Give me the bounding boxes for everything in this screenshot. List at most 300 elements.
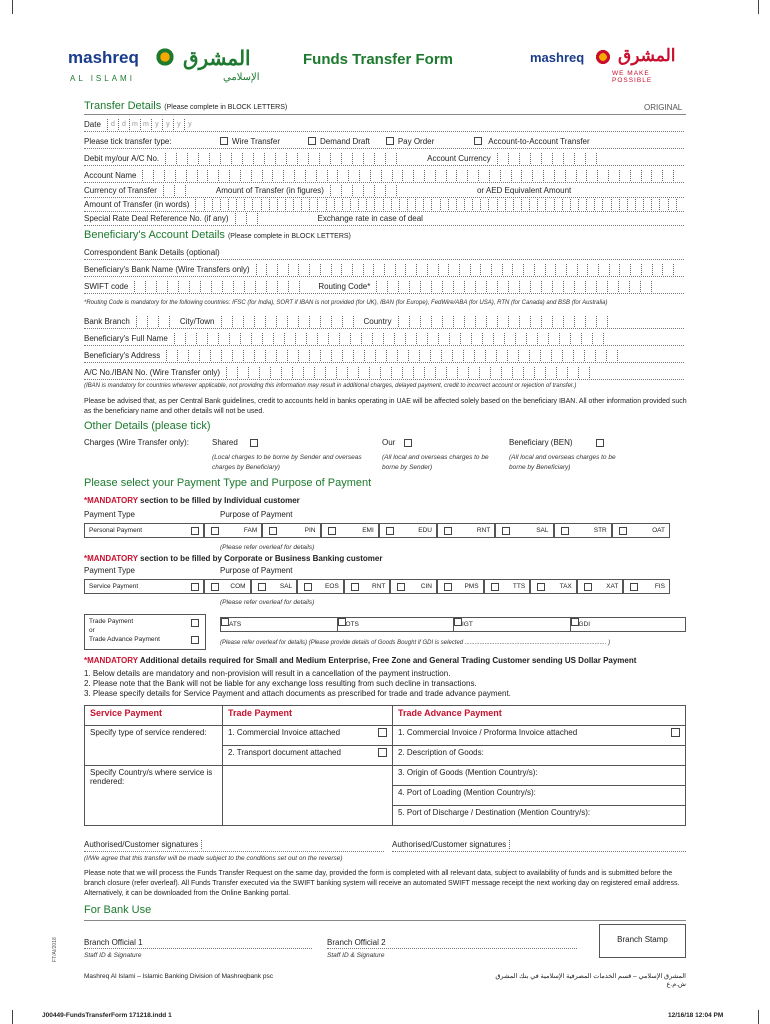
footer-right: المشرق الإسلامي – قسم الخدمات المصرفية الإسلامية في بنك المشرق ش.م.ع: [495, 973, 686, 988]
input-cell: [608, 170, 619, 181]
input-cell: [504, 333, 515, 344]
input-cell: [405, 333, 416, 344]
input-cell: [294, 170, 305, 181]
input-cell: [341, 264, 352, 275]
purpose-code-cell: [612, 523, 670, 538]
right-logo-tagline: WE MAKE POSSIBLE: [612, 70, 653, 84]
left-logo-sub-en: AL ISLAMI: [70, 74, 135, 83]
date-cell[interactable]: y: [173, 119, 184, 130]
input-cell: [562, 199, 570, 210]
adv-item-4[interactable]: 4. Port of Loading (Mention Country/s):: [393, 786, 686, 806]
branch-field[interactable]: [136, 316, 180, 327]
date-cell[interactable]: y: [162, 119, 173, 130]
account-name-row: Account Name: [84, 168, 684, 183]
input-cell: [353, 316, 364, 327]
input-cell: [386, 350, 397, 361]
purpose-code-checkbox[interactable]: [304, 583, 312, 591]
input-cell: [474, 350, 485, 361]
input-cell: [283, 170, 294, 181]
our-checkbox[interactable]: [404, 439, 412, 447]
input-cell: [419, 350, 430, 361]
input-cell: [331, 264, 342, 275]
corp-mandatory: *MANDATORY section to be filled by Corporate or Business Banking customer: [84, 554, 383, 563]
input-cell: [380, 367, 391, 378]
purpose-code-checkbox[interactable]: [444, 527, 452, 535]
shared-checkbox[interactable]: [250, 439, 258, 447]
purpose-code-checkbox[interactable]: [338, 618, 346, 626]
purpose-code: OTS: [345, 621, 359, 628]
input-cell: [602, 199, 610, 210]
input-cell: [387, 281, 398, 292]
purpose-code-cell: [437, 579, 484, 594]
input-cell: [486, 316, 497, 327]
input-cell: [361, 333, 372, 344]
debit-account-field[interactable]: [165, 153, 407, 164]
purpose-code-checkbox[interactable]: [561, 527, 569, 535]
trade-checkbox[interactable]: [191, 619, 199, 627]
sme-note-2: 2. Please note that the Bank will not be liable for any exchange loss resulting from such decline in transactions.: [84, 679, 477, 688]
input-cell: [587, 264, 598, 275]
input-cell: [341, 185, 352, 196]
purpose-code-checkbox[interactable]: [454, 618, 462, 626]
purpose-code-checkbox[interactable]: [328, 527, 336, 535]
trade-refer: (Please refer overleaf for details) (Please provide details of Goods Bought if GDI is selected ..................................................................................... ): [220, 640, 611, 646]
input-cell: [597, 170, 608, 181]
input-cell: [521, 199, 529, 210]
ben-note: (All local and overseas charges to be borne by Beneficiary): [509, 454, 616, 471]
purpose-code-checkbox[interactable]: [630, 583, 638, 591]
input-cell: [515, 333, 526, 344]
input-cell: [374, 153, 385, 164]
input-cell: [431, 316, 442, 327]
input-cell: [314, 367, 325, 378]
input-cell: [480, 199, 488, 210]
input-cell: [584, 350, 595, 361]
input-cell: [363, 264, 374, 275]
process-note: Please note that we will process the Funds Transfer Request on the same day, provided the form is completed with all relevant data, subject to availability of funds and is submitted before the branch closure (refer overleaf). All Funds Transfer executed via the SWIFT banking system will receive an automated SWIFT message receipt the next working day on registered email address. Alternatively, it can be downloaded from the Online Banking portal.: [84, 870, 680, 897]
input-cell: [229, 333, 240, 344]
a2a-checkbox[interactable]: [474, 137, 482, 145]
shared-label: Shared: [212, 438, 238, 447]
input-cell: [253, 153, 264, 164]
input-cell: [427, 333, 438, 344]
purpose-code-checkbox[interactable]: [269, 527, 277, 535]
input-cell: [574, 316, 585, 327]
input-cell: [262, 170, 273, 181]
input-cell: [240, 333, 251, 344]
purpose-code-cell: [251, 579, 298, 594]
input-cell: [651, 199, 659, 210]
input-cell: [257, 213, 268, 224]
input-cell: [415, 199, 423, 210]
input-cell: [488, 199, 496, 210]
city-field[interactable]: [221, 316, 364, 327]
other-heading: Other Details (please tick): [84, 420, 211, 432]
input-cell: [475, 316, 486, 327]
trade-header: Trade Payment: [223, 706, 393, 726]
payment-heading: Please select your Payment Type and Purpose of Payment: [84, 477, 372, 489]
input-cell: [199, 350, 210, 361]
trade-item-1-checkbox[interactable]: [378, 728, 387, 737]
input-cell: [453, 281, 464, 292]
input-cell: [562, 350, 573, 361]
input-cell: [303, 367, 314, 378]
purpose-code-checkbox[interactable]: [221, 618, 229, 626]
input-cell: [232, 350, 243, 361]
input-cell: [165, 153, 176, 164]
input-cell: [627, 199, 635, 210]
input-cell: [331, 316, 342, 327]
trade-codes: [220, 617, 686, 632]
input-cell: [370, 170, 381, 181]
input-cell: [545, 264, 556, 275]
purpose-code-checkbox[interactable]: [502, 527, 510, 535]
left-logo-flower-icon: [154, 46, 176, 68]
input-cell: [147, 316, 158, 327]
input-cell: [651, 170, 662, 181]
input-cell: [336, 367, 347, 378]
branch-official-2[interactable]: Branch Official 2: [327, 938, 577, 949]
input-cell: [573, 350, 584, 361]
date-cell[interactable]: d: [107, 119, 118, 130]
input-cell: [545, 367, 556, 378]
input-cell: [277, 264, 288, 275]
input-cell: [288, 264, 299, 275]
input-cell: [259, 367, 270, 378]
input-cell: [449, 333, 460, 344]
signature-1[interactable]: Authorised/Customer signatures: [84, 840, 384, 852]
purpose-code-cell: [220, 617, 337, 632]
input-cell: [574, 281, 585, 292]
right-logo-flower-icon: [594, 48, 612, 66]
crop-mark-bl: [12, 1010, 13, 1024]
input-cell: [408, 350, 419, 361]
input-cell: [596, 153, 607, 164]
input-cell: [529, 199, 537, 210]
payorder-checkbox[interactable]: [386, 137, 394, 145]
date-row: Date d d m m y y y y: [84, 117, 684, 132]
purpose-code: EOS: [325, 583, 339, 590]
input-cell: [317, 333, 328, 344]
input-cell: [552, 281, 563, 292]
purpose-code-checkbox[interactable]: [491, 583, 499, 591]
purpose-code: XAT: [606, 583, 619, 590]
input-cell: [275, 153, 286, 164]
input-cell: [156, 281, 167, 292]
input-cell: [502, 264, 513, 275]
input-cell: [211, 281, 222, 292]
purpose-code: PMS: [464, 583, 479, 590]
input-cell: [512, 367, 523, 378]
input-cell: [472, 199, 480, 210]
input-cell: [334, 199, 342, 210]
purpose-code-checkbox[interactable]: [584, 583, 592, 591]
input-cell: [381, 170, 392, 181]
input-cell: [359, 170, 370, 181]
currency-field[interactable]: [163, 185, 196, 196]
input-cell: [228, 199, 236, 210]
date-cell[interactable]: m: [140, 119, 151, 130]
input-cell: [464, 199, 472, 210]
date-cell[interactable]: y: [151, 119, 162, 130]
input-cell: [673, 170, 684, 181]
purpose-code-checkbox[interactable]: [211, 583, 219, 591]
bank-name-field[interactable]: [256, 264, 684, 275]
purpose-code: GDI: [578, 621, 591, 628]
purpose-code: ATS: [229, 621, 242, 628]
input-cell: [342, 316, 353, 327]
input-cell: [276, 316, 287, 327]
adv-item-3[interactable]: 3. Origin of Goods (Mention Country/s):: [393, 766, 686, 786]
draft-checkbox[interactable]: [308, 137, 316, 145]
input-cell: [363, 185, 374, 196]
input-cell: [398, 316, 409, 327]
ben-checkbox[interactable]: [596, 439, 604, 447]
input-cell: [570, 199, 578, 210]
date-cell[interactable]: y: [184, 119, 195, 130]
input-cell: [270, 367, 281, 378]
input-cell: [652, 264, 663, 275]
currency-row: Currency of Transfer Amount of Transfer (in figures) or AED Equivalent Amount: [84, 183, 684, 198]
input-cell: [375, 350, 386, 361]
input-cell: [453, 316, 464, 327]
input-cell: [530, 316, 541, 327]
input-cell: [328, 333, 339, 344]
input-cell: [163, 185, 174, 196]
input-cell: [264, 153, 275, 164]
ind-codes: [204, 523, 670, 538]
special-rate-field[interactable]: [235, 213, 268, 224]
swift-field[interactable]: [134, 281, 310, 292]
input-cell: [347, 367, 358, 378]
input-cell: [459, 264, 470, 275]
our-note: (All local and overseas charges to be borne by Sender): [382, 454, 489, 471]
wire-checkbox[interactable]: [220, 137, 228, 145]
input-cell: [641, 264, 652, 275]
input-cell: [383, 199, 391, 210]
input-cell: [463, 350, 474, 361]
amount-words-field[interactable]: [195, 199, 684, 210]
input-cell: [420, 281, 431, 292]
input-cell: [385, 185, 396, 196]
input-cell: [589, 367, 600, 378]
input-cell: [566, 264, 577, 275]
purpose-code-checkbox[interactable]: [619, 527, 627, 535]
input-cell: [265, 350, 276, 361]
left-logo-sub-ar: الإسلامي: [223, 72, 260, 83]
input-cell: [405, 264, 416, 275]
input-cell: [309, 199, 317, 210]
requirements-table: [84, 705, 686, 826]
input-cell: [673, 264, 684, 275]
trade-item-2-checkbox[interactable]: [378, 748, 387, 757]
amount-figures-field[interactable]: [330, 185, 407, 196]
input-cell: [212, 199, 220, 210]
input-cell: [595, 350, 606, 361]
adv-item-5[interactable]: 5. Port of Discharge / Destination (Mention Country/s):: [393, 806, 686, 826]
input-cell: [281, 367, 292, 378]
input-cell: [440, 199, 448, 210]
iban-advice: Please be advised that, as per Central Bank guidelines, credit to accounts held in banks operating in UAE will be affected solely based on the beneficiary IBAN. All other information provided such as the beneficiary name and other details will not be used.: [84, 398, 687, 415]
input-cell: [585, 153, 596, 164]
address-field[interactable]: [166, 350, 684, 361]
input-cell: [176, 153, 187, 164]
input-cell: [618, 281, 629, 292]
input-cell: [374, 185, 385, 196]
input-cell: [261, 199, 269, 210]
date-cell[interactable]: d: [118, 119, 129, 130]
input-cell: [438, 264, 449, 275]
purpose-code-checkbox[interactable]: [571, 618, 579, 626]
input-cell: [226, 367, 237, 378]
input-cell: [543, 170, 554, 181]
input-cell: [530, 281, 541, 292]
input-cell: [248, 367, 259, 378]
purpose-code: EDU: [418, 527, 432, 534]
service-country-cell[interactable]: Specify Country/s where service is rendered:: [85, 766, 223, 826]
purpose-code-checkbox[interactable]: [211, 527, 219, 535]
input-cell: [358, 367, 369, 378]
input-cell: [243, 350, 254, 361]
input-cell: [541, 281, 552, 292]
purpose-code-checkbox[interactable]: [351, 583, 359, 591]
input-cell: [325, 367, 336, 378]
input-cell: [585, 316, 596, 327]
bank-name-row: Beneficiary's Bank Name (Wire Transfers only): [84, 262, 684, 277]
input-cell: [482, 333, 493, 344]
purpose-code: TTS: [512, 583, 526, 590]
personal-checkbox[interactable]: [191, 527, 199, 535]
input-cell: [464, 316, 475, 327]
input-cell: [352, 264, 363, 275]
signature-2[interactable]: Authorised/Customer signatures: [392, 840, 686, 852]
input-cell: [235, 213, 246, 224]
input-cell: [501, 367, 512, 378]
input-cell: [244, 281, 255, 292]
input-cell: [431, 199, 439, 210]
purpose-code-checkbox[interactable]: [397, 583, 405, 591]
input-cell: [339, 333, 350, 344]
corp-purpose-label: Purpose of Payment: [220, 566, 293, 575]
input-cell: [630, 170, 641, 181]
purpose-code-cell: [570, 617, 687, 632]
purpose-code: RNT: [372, 583, 386, 590]
input-cell: [320, 350, 331, 361]
input-cell: [167, 281, 178, 292]
input-cell: [554, 170, 565, 181]
input-cell: [309, 264, 320, 275]
input-cell: [586, 170, 597, 181]
purpose-code: SAL: [536, 527, 549, 534]
input-cell: [169, 316, 180, 327]
full-name-field[interactable]: [174, 333, 684, 344]
service-type-cell[interactable]: Specify type of service rendered:: [85, 726, 223, 766]
input-cell: [511, 170, 522, 181]
corp-refer: (Please refer overleaf for details): [220, 599, 315, 606]
amount-words-row: Amount of Transfer (in words): [84, 197, 684, 212]
input-cell: [204, 199, 212, 210]
our-label: Our: [382, 438, 396, 447]
input-cell: [319, 153, 330, 164]
input-cell: [331, 350, 342, 361]
input-cell: [221, 350, 232, 361]
input-cell: [391, 199, 399, 210]
purpose-code-cell: [390, 579, 437, 594]
input-cell: [438, 333, 449, 344]
adv-item-1-checkbox[interactable]: [671, 728, 680, 737]
account-name-field[interactable]: [142, 170, 684, 181]
input-cell: [285, 199, 293, 210]
trade-adv-checkbox[interactable]: [191, 636, 199, 644]
adv-item-1: 1. Commercial Invoice / Proforma Invoice attached: [393, 726, 686, 746]
purpose-code-checkbox[interactable]: [258, 583, 266, 591]
purpose-code-checkbox[interactable]: [444, 583, 452, 591]
purpose-code-cell: [297, 579, 344, 594]
input-cell: [518, 350, 529, 361]
input-cell: [236, 199, 244, 210]
input-cell: [342, 350, 353, 361]
input-cell: [470, 264, 481, 275]
input-cell: [185, 333, 196, 344]
input-cell: [287, 350, 298, 361]
input-cell: [326, 199, 334, 210]
input-cell: [277, 199, 285, 210]
country-field[interactable]: [398, 316, 684, 327]
service-payment-cell: Service Payment: [84, 579, 204, 594]
input-cell: [352, 153, 363, 164]
purpose-code: TAX: [559, 583, 572, 590]
trade-item-2: 2. Transport document attached: [223, 746, 393, 766]
input-cell: [456, 170, 467, 181]
input-cell: [229, 170, 240, 181]
input-cell: [218, 170, 229, 181]
purpose-code-checkbox[interactable]: [386, 527, 394, 535]
routing-field[interactable]: [376, 281, 684, 292]
input-cell: [337, 170, 348, 181]
input-cell: [195, 199, 203, 210]
branch-official-1[interactable]: Branch Official 1: [84, 938, 312, 949]
input-cell: [366, 199, 374, 210]
purpose-code-checkbox[interactable]: [537, 583, 545, 591]
sme-mandatory: *MANDATORY Additional details required for Small and Medium Enterprise, Free Zone and General Trading Customer sending US Dollar Payment: [84, 656, 637, 665]
purpose-code-cell: [554, 523, 612, 538]
input-cell: [457, 367, 468, 378]
personal-payment-cell: Personal Payment: [84, 523, 204, 538]
service-checkbox[interactable]: [191, 583, 199, 591]
input-cell: [617, 350, 628, 361]
date-field[interactable]: [107, 119, 195, 130]
input-cell: [352, 185, 363, 196]
input-cell: [188, 350, 199, 361]
input-cell: [441, 350, 452, 361]
input-cell: [353, 350, 364, 361]
branch-row: Bank Branch City/Town Country: [84, 314, 684, 329]
adv-item-2[interactable]: 2. Description of Goods:: [393, 746, 686, 766]
input-cell: [519, 316, 530, 327]
date-cell[interactable]: m: [129, 119, 140, 130]
input-cell: [427, 264, 438, 275]
purpose-code: EMI: [362, 527, 374, 534]
account-currency-field[interactable]: [497, 153, 607, 164]
iban-field[interactable]: [226, 367, 684, 378]
purpose-code-cell: [204, 523, 262, 538]
transfer-heading: Transfer Details (Please complete in BLOCK LETTERS): [84, 100, 288, 112]
input-cell: [363, 153, 374, 164]
input-cell: [559, 333, 570, 344]
input-cell: [619, 199, 627, 210]
input-cell: [478, 170, 489, 181]
input-cell: [395, 264, 406, 275]
